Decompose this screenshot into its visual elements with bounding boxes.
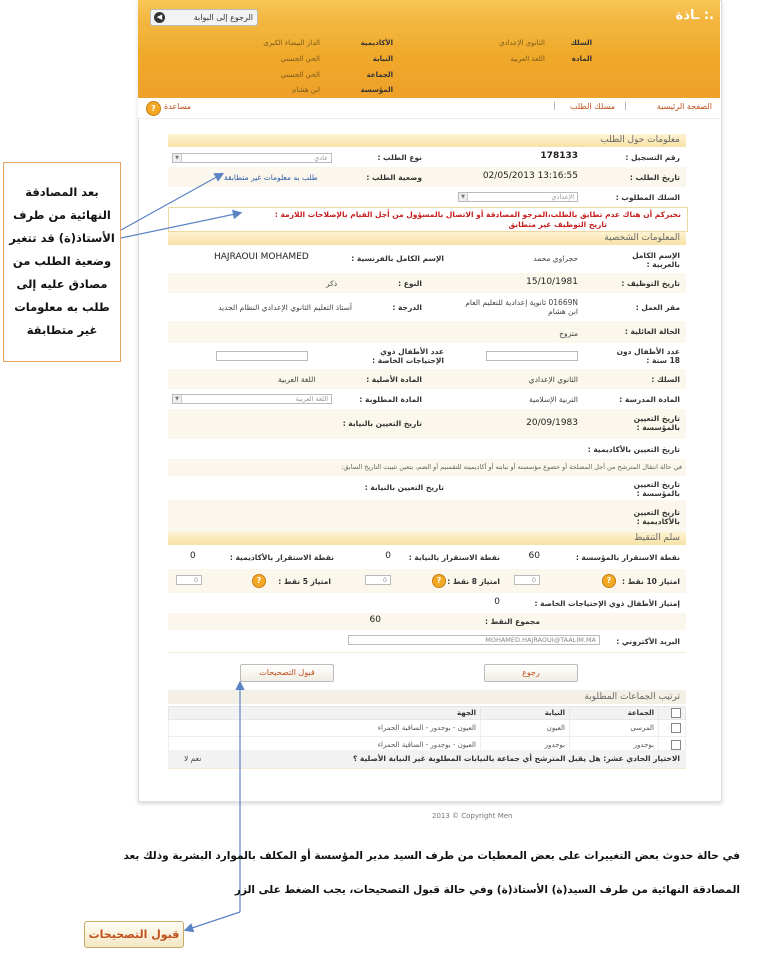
hire-date-label: تاريخ التوظيف : [621,279,680,288]
help-icon[interactable]: ? [432,574,446,588]
appoint-delegation-label: تاريخ التعيين بالنيابة : [342,419,422,428]
reg-no-label: رقم التسجيل : [625,153,680,162]
workplace-label: مقر العمل : [635,303,680,312]
email-label: البريد الأكتروني : [616,637,680,646]
request-type-label: نوع الطلب : [377,153,422,162]
request-section-title: معلومات حول الطلب [168,134,686,147]
email-value: MOHAMED.HAJRAOUI@TAALIM.MA [485,636,596,644]
delegation-stability-label: نقطة الاستقرار بالنيابة : [408,553,500,562]
school-stability-value: 60 [528,551,540,561]
priv8-label: امتياز 8 نقط : [447,577,500,586]
priv8-value: 0 [382,576,387,584]
delegation-cell: بوجدور [481,737,570,754]
request-date-label: تاريخ الطلب : [629,173,680,182]
appoint-academy-label: تاريخ التعيين بالأكاديمية : [587,445,680,454]
special-needs-label: إمتياز الأطفال ذوي الإحتياجات الخاصة : [534,599,680,608]
header-label-subject: المادة [571,55,592,63]
header-value-subject: اللغة العربية [510,55,545,63]
name-fr-label: الإسم الكامل بالفرنسية : [351,254,444,263]
mismatch-detail: تاريخ التوظيف غير متطابق [508,220,607,229]
prev-academy-label: تاريخ التعيين بالأكاديمية : [633,508,680,526]
nav-home-link[interactable]: الصفحة الرئيسية [656,102,712,111]
arrow-to-status [121,174,222,230]
requested-subject-value: اللغة العربية [295,395,328,403]
academy-stability-label: نقطة الاستقرار بالأكاديمية : [229,553,334,562]
original-subject-value: اللغة العربية [278,375,316,384]
transfer-note: في حالة انتقال المترشح من أجل المصلحة أو خضوع مؤسسته أو نيابته أو أكاديميته للتقسيم أو الضم، يتعين تثبيت التاريخ السابق: [341,463,682,471]
delegation-stability-value: 0 [385,551,391,561]
request-date-value: 13:16:55 02/05/2013 [482,171,578,181]
region-cell: العيون - بوجدور - الساقية الحمراء [169,737,481,754]
workplace-value: 01669N ثانوية إعدادية للتعليم العام ابن هشام [465,298,578,316]
priv10-label: امتياز 10 نقط : [622,577,680,586]
arrow-to-warning [121,213,240,238]
arrow-to-final-button [186,912,240,930]
priv10-value: 0 [531,576,536,584]
total-label: مجموع النقط : [484,617,540,626]
marital-value: متزوج [559,329,578,338]
default-choice-label: الاختيار الحادي عشر: هل يقبل المترشح أي جماعة بالنيابات المطلوبة غير النيابة الأصلية ؟ [352,754,680,763]
back-button[interactable]: رجوع [484,664,578,682]
no-label: لا [184,754,189,763]
header-label-cycle: السلك [570,39,592,47]
header-label-school: المؤسسة [360,86,393,94]
academy-stability-value: 0 [190,551,196,561]
help-icon[interactable]: ? [602,574,616,588]
scale-section-title: سلم التنقيط [168,532,686,545]
back-arrow-icon: ◀ [154,12,165,23]
header-value-delegation: الحي الحسني [280,55,320,63]
chevron-down-icon: ▼ [459,193,468,201]
name-ar-value: حجراوي محمد [533,254,578,263]
groups-section-title: ترتيب الجماعات المطلوبة [168,690,686,704]
back-to-portal-label: الرجوع إلى البوابة [193,13,253,22]
marital-label: الحالة العائلية : [624,327,680,336]
grade-value: أستاذ التعليم الثانوي الإعدادي النظام الجديد [218,303,352,312]
reg-no-value: 178133 [540,151,578,161]
cycle-value: الثانوي الإعدادي [528,375,578,384]
prev-school-label: تاريخ التعيين بالمؤسسة : [633,480,680,498]
name-fr-value: HAJRAOUI MOHAMED [214,252,309,262]
caption-line-1: في حالة حدوث بعض التغييرات على بعض المعطيات من طرف السيد مدير المؤسسة أو المكلف بالموارد البشرية وذلك بعد [123,850,740,862]
header-value-academy: الدار البيضاء الكبرى [263,39,320,47]
children-label: عدد الأطفال دون 18 سنة : [616,347,680,365]
header-brand: ـاذة :. [675,8,714,23]
request-type-value: عادي [314,154,328,162]
delegation-cell: العيون [481,720,570,737]
grade-label: الدرجة : [392,303,422,312]
region-cell: العيون - بوجدور - الساقية الحمراء [169,720,481,737]
delegation-column-header: النيابة [481,707,570,720]
priv5-label: امتياز 5 نقط : [278,577,331,586]
requested-subject-label: المادة المطلوبة : [359,395,422,404]
gender-label: النوع : [398,279,422,288]
region-column-header: الجهة [169,707,481,720]
commune-cell: بوجدور [570,737,659,754]
name-ar-label: الإسم الكامل بالعربية : [632,251,680,269]
explanation-callout: بعد المصادقة النهائية من طرف الأستاذ(ة) قد تتغير وضعية الطلب من مصادق عليه إلى طلب به معلومات غير متطابقة [3,162,121,362]
chevron-down-icon: ▼ [173,154,182,162]
nav-help-link[interactable]: مساعدة [164,102,192,111]
gender-value: ذكر [326,279,338,288]
request-status-value: طلب به معلومات غير متطابقة [224,173,318,182]
priv5-value: 0 [193,576,198,584]
hire-date-value: 15/10/1981 [526,277,578,287]
chevron-down-icon: ▼ [173,395,182,403]
accept-corrections-button[interactable]: قبول التصحيحات [240,664,334,682]
help-icon[interactable]: ? [146,101,161,116]
help-icon[interactable]: ? [252,574,266,588]
appoint-school-label: تاريخ التعيين بالمؤسسة : [633,414,680,432]
nav-separator: | [553,101,556,110]
copyright: 2013 © Copyright Men [432,812,513,820]
commune-column-header: الجماعة [570,707,659,720]
personal-section-title: المعلومات الشخصية [168,232,686,245]
nav-separator: | [624,101,627,110]
header-label-academy: الأكاديمية [360,39,393,47]
requested-path-value: الإعدادي [551,193,574,201]
header-value-commune: الحي الحسني [280,71,320,79]
prev-delegation-label: تاريخ التعيين بالنيابة : [364,483,444,492]
header-value-school: ابن هشام [292,86,320,94]
total-value: 60 [369,615,381,625]
caption-line-2: المصادقة النهائية من طرف السيد(ة) الأستاذ(ة) وفي حالة قبول التصحيحات، يجب الضغط على الزر [234,884,740,896]
accept-corrections-button-enlarged[interactable]: قبول التصحيحات [84,921,184,948]
school-stability-label: نقطة الاستقرار بالمؤسسة : [575,553,680,562]
commune-cell: المرسى [570,720,659,737]
mismatch-warning: نخبركم أن هناك عدم تطابق بالطلب،المرجو المصادقة أو الاتصال بالمسؤول من أجل القيام بالإصلاحات اللازمة : [274,210,681,219]
yes-label: نعم [190,754,202,763]
header-value-cycle: الثانوي الإعدادي [499,39,545,47]
nav-request-path-link[interactable]: مسلك الطلب [569,102,615,111]
cycle-label: السلك : [651,375,680,384]
request-status-label: وضعية الطلب : [366,173,422,182]
special-needs-value: 0 [494,597,500,607]
header-label-delegation: النيابة [372,55,393,63]
special-children-label: عدد الأطفال ذوي الإحتياجات الخاصة : [372,347,444,365]
taught-subject-label: المادة المدرسة : [619,395,680,404]
taught-subject-value: التربية الإسلامية [529,395,578,404]
appoint-school-value: 20/09/1983 [526,418,578,428]
requested-path-label: السلك المطلوب : [615,193,680,202]
header-label-commune: الجماعة [366,71,393,79]
original-subject-label: المادة الأصلية : [366,375,422,384]
